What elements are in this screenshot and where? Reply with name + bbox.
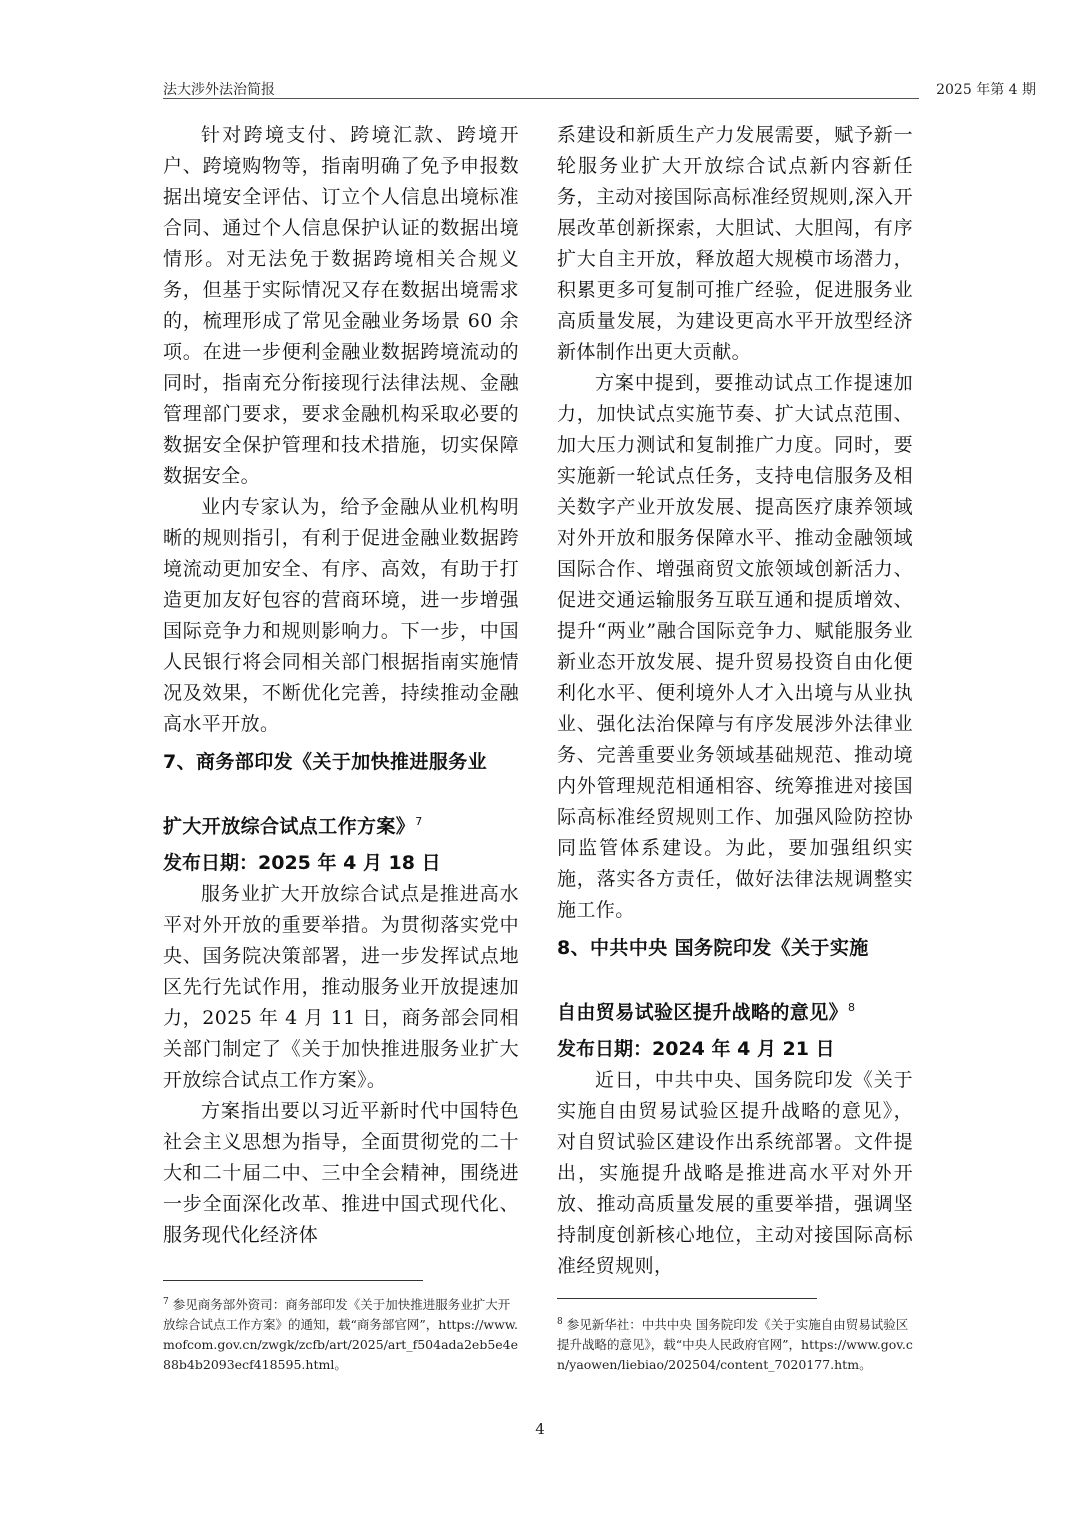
paragraph: 针对跨境支付、跨境汇款、跨境开户、跨境购物等，指南明确了免予申报数据出境安全评估、订立个人信息出境标准合同、通过个人信息保护认证的数据出境情形。对无法免于数据跨境相关合规义务，但基于实际情况又存在数据出境需求的，梳理形成了常见金融业务场景 60 余项。在进一步便利金融业数据跨境流动的同时，指南充分衔接现行法律法规、金融管理部门要求，要求金融机构采取必要的数据安全保护管理和技术措施，切实保障数据安全。 [163, 124, 519, 487]
paragraph: 方案指出要以习近平新时代中国特色社会主义思想为指导，全面贯彻党的二十大和二十届二中、三中全会精神，围绕进一步全面深化改革、推进中国式现代化、服务现代化经济体 [163, 1100, 519, 1247]
page-number: 4 [535, 1420, 545, 1438]
footnote-8 [557, 1312, 913, 1375]
footnote-divider [163, 1280, 423, 1281]
paragraph: 方案中提到，要推动试点工作提速加力，加快试点实施节奏、扩大试点范围、加大压力测试和复制推广力度。同时，要实施新一轮试点任务，支持电信服务及相关数字产业开放发展、提高医疗康养领域对外开放和服务保障水平、推动金融领域国际合作、增强商贸文旅领域创新活力、促进交通运输服务互联互通和提质增效、提升“两业”融合国际竞争力、赋能服务业新业态开放发展、提升贸易投资自由化便利化水平、便利境外人才入出境与从业执业、强化法治保障与有序发展涉外法律业务、完善重要业务领域基础规范、推动境内外管理规范相通相容、统筹推进对接国际高标准经贸规则工作、加强风险防控协同监管体系建设。为此，要加强组织实施，落实各方责任，做好法律法规调整实施工作。 [557, 372, 913, 921]
paragraph: 业内专家认为，给予金融从业机构明晰的规则指引，有利于促进金融业数据跨境流动更加安全、有序、高效，有助于打造更加友好包容的营商环境，进一步增强国际竞争力和规则影响力。下一步，中国人民银行将会同相关部门根据指南实施情况及效果，不断优化完善，持续推动金融高水平开放。 [163, 496, 519, 735]
section-8-title-text: 自由贸易试验区提升战略的意见》 [557, 1001, 849, 1024]
header-divider [163, 98, 919, 99]
footnote-7 [163, 1292, 519, 1375]
section-7-heading [163, 747, 519, 842]
footnote-ref-8[interactable]: 8 [848, 1001, 856, 1014]
footnote-text: 参见商务部外资司：商务部印发《关于加快推进服务业扩大开放综合试点工作方案》的通知，载“商务部官网”，https://www.mofcom.gov.cn/zwgk/zcfb/art/2025/art_f504ada2eb5e4e88b4b2093ecf418595.html。 [163, 1297, 519, 1373]
left-column [163, 120, 519, 1251]
section-8-heading [557, 933, 913, 1028]
section-7-publish-date: 发布日期：2025 年 4 月 18 日 [163, 852, 441, 875]
right-column [557, 120, 913, 1282]
section-8-publish-date: 发布日期：2024 年 4 月 21 日 [557, 1038, 835, 1061]
section-7-title-line1: 7、商务部印发《关于加快推进服务业 [163, 751, 488, 773]
section-8-title-line1: 8、中共中央 国务院印发《关于实施 [557, 937, 869, 959]
footnote-ref-7[interactable]: 7 [415, 815, 423, 828]
publication-title: 法大涉外法治简报 [163, 82, 275, 98]
section-8-title-line2 [557, 992, 913, 1028]
footnote-divider [557, 1298, 817, 1299]
issue-label: 2025 年第 4 期 [936, 82, 1036, 98]
paragraph: 近日，中共中央、国务院印发《关于实施自由贸易试验区提升战略的意见》，对自贸试验区建设作出系统部署。文件提出，实施提升战略是推进高水平对外开放、推动高质量发展的重要举措，强调坚持制度创新核心地位，主动对接国际高标准经贸规则， [557, 1069, 913, 1278]
footnote-mark: 7 [163, 1297, 169, 1307]
footnote-text: 参见新华社：中共中央 国务院印发《关于实施自由贸易试验区提升战略的意见》，载“中央人民政府官网”，https://www.gov.cn/yaowen/liebiao/202504/content_7020177.htm。 [557, 1317, 913, 1373]
section-7-title-text: 扩大开放综合试点工作方案》 [163, 815, 416, 838]
paragraph: 系建设和新质生产力发展需要，赋予新一轮服务业扩大开放综合试点新内容新任务，主动对接国际高标准经贸规则,深入开展改革创新探索，大胆试、大胆闯，有序扩大自主开放，释放超大规模市场潜力，积累更多可复制可推广经验，促进服务业高质量发展，为建设更高水平开放型经济新体制作出更大贡献。 [557, 124, 913, 363]
paragraph: 服务业扩大开放综合试点是推进高水平对外开放的重要举措。为贯彻落实党中央、国务院决策部署，进一步发挥试点地区先行先试作用，推动服务业开放提速加力，2025 年 4 月 11 日，商务部会同相关部门制定了《关于加快推进服务业扩大开放综合试点工作方案》。 [163, 883, 519, 1092]
page-header [163, 76, 1036, 100]
section-7-title-line2 [163, 806, 519, 842]
footnote-mark: 8 [557, 1317, 563, 1327]
